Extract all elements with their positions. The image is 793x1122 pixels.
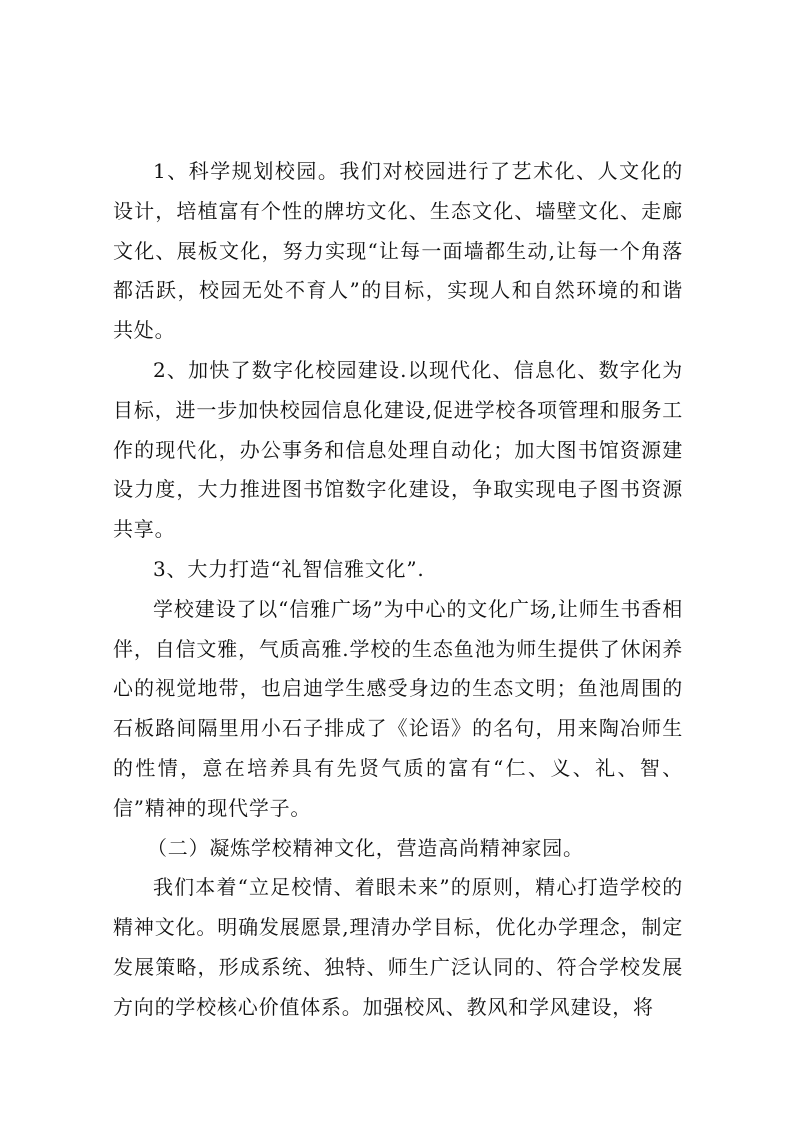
paragraph-spiritual-culture: 我们本着“立足校情、着眼未来”的原则，精心打造学校的精神文化。明确发展愿景,理清办学目标，优化办学理念，制定发展策略，形成系统、独特、师生广泛认同的、符合学校发展方向的学校核心价值体系。加强校风、教风和学风建设，将: [113, 875, 683, 1019]
document-body: [113, 152, 683, 1028]
paragraph-digital-campus: 2、加快了数字化校园建设.以现代化、信息化、数字化为目标，进一步加快校园信息化建设,促进学校各项管理和服务工作的现代化，办公事务和信息处理自动化；加大图书馆资源建设力度，大力推进图书馆数字化建设，争取实现电子图书资源共享。: [113, 357, 683, 542]
paragraph-campus-planning: 1、科学规划校园。我们对校园进行了艺术化、人文化的设计，培植富有个性的牌坊文化、生态文化、墙壁文化、走廊文化、展板文化，努力实现“让每一面墙都生动,让每一个角落都活跃，校园无处不育人”的目标，实现人和自然环境的和谐共处。: [113, 159, 683, 343]
paragraph-xinya-square: 学校建设了以“信雅广场”为中心的文化广场,让师生书香相伴，自信文雅，气质高雅.学校的生态鱼池为师生提供了休闲养心的视觉地带，也启迪学生感受身边的生态文明；鱼池周围的石板路间隔里用小石子排成了《论语》的名句，用来陶冶师生的性情，意在培养具有先贤气质的富有“仁、义、礼、智、信”精神的现代学子。: [113, 596, 683, 820]
paragraph-culture-heading: 3、大力打造“礼智信雅文化”.: [153, 556, 425, 581]
section-heading-spiritual-culture: （二）凝炼学校精神文化，营造高尚精神家园。: [147, 835, 584, 860]
